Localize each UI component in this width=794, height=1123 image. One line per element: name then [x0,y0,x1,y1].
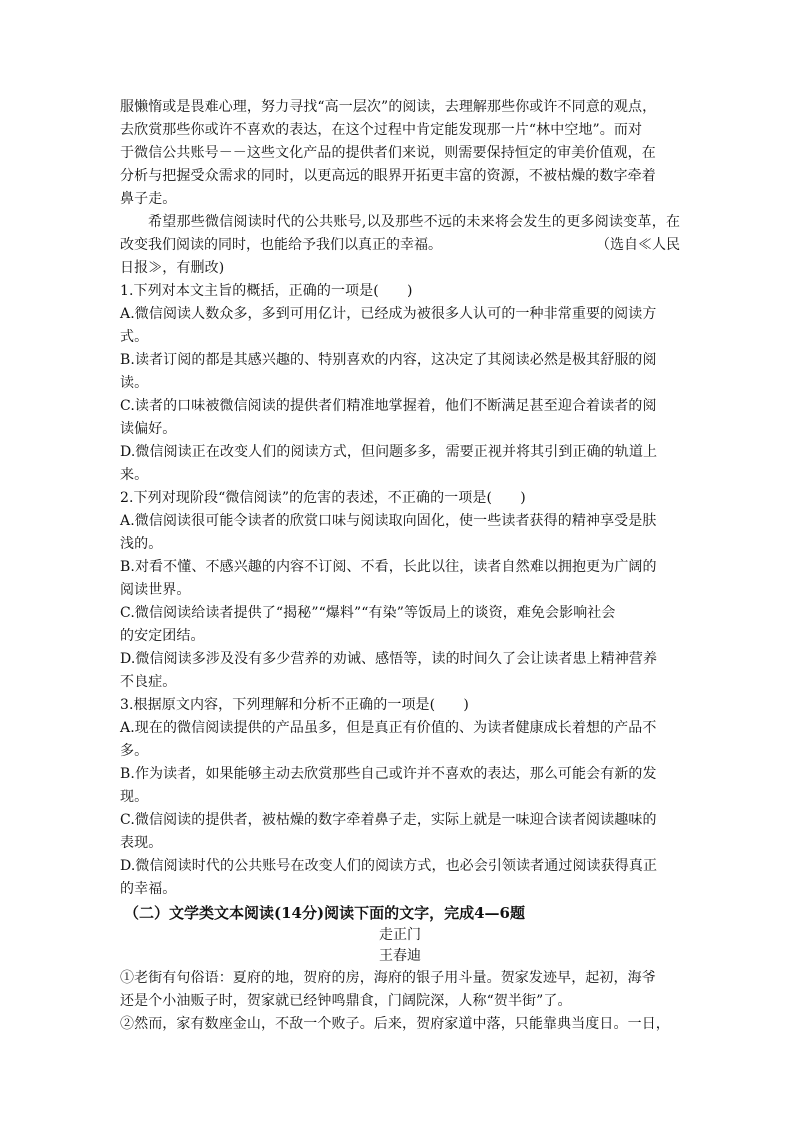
option-line: 多。 [120,743,149,759]
source-note-end: 日报≫，有删改) [120,260,225,276]
passage-line: 分析与把握受众需求的同时，以更高远的眼界开拓更丰富的资源，不被枯燥的数字牵着 [120,168,656,184]
source-note-start: （选自≪人民 [596,237,680,253]
option-line: B.读者订阅的都是其感兴趣的、特别喜欢的内容，这决定了其阅读必然是极其舒服的阅 [120,352,657,368]
answer-option[interactable] [120,763,680,809]
option-line: 来。 [120,467,149,483]
story-line: ①老街有句俗语：夏府的地，贺府的房，海府的银子用斗量。贺家发迹早，起初，海爷 [120,970,656,986]
question-2 [120,487,680,694]
story-paragraph [120,967,680,1013]
option-line: A.现在的微信阅读提供的产品虽多，但是真正有价值的、为读者健康成长着想的产品不 [120,720,657,736]
option-line: 读偏好。 [120,421,177,437]
answer-option[interactable] [120,717,680,763]
question-stem: 2.下列对现阶段“微信阅读”的危害的表述，不正确的一项是( ) [120,490,526,506]
answer-option[interactable] [120,349,680,395]
answer-option[interactable] [120,556,680,602]
answer-option[interactable] [120,303,680,349]
passage-line: 于微信公共账号－－这些文化产品的提供者们来说，则需要保持恒定的审美价值观，在 [120,145,656,161]
option-line: A.微信阅读很可能令读者的欣赏口味与阅读取向固化，使一些读者获得的精神享受是肤 [120,513,657,529]
passage-line: 服懒惰或是畏难心理，努力寻找“高一层次”的阅读，去理解那些你或许不同意的观点， [120,99,657,115]
passage-line: 鼻子走。 [120,191,177,207]
option-line: 读。 [120,375,149,391]
option-line: 不良症。 [120,674,177,690]
option-line: D.微信阅读正在改变人们的阅读方式，但问题多多，需要正视并将其引到正确的轨道上 [120,444,658,460]
section-heading: （二）文学类文本阅读(14分)阅读下面的文字，完成4—6题 [124,904,525,922]
answer-option[interactable] [120,648,680,694]
story-paragraph [120,1013,680,1036]
passage-continuation [120,96,680,211]
option-line: 浅的。 [120,536,163,552]
question-stem: 1.下列对本文主旨的概括，正确的一项是( ) [120,283,413,299]
option-line: 表现。 [120,835,163,851]
hope-paragraph-text: 希望那些微信阅读时代的公共账号,以及那些不远的未来将会发生的更多阅读变革，在改变我们阅读的同时，也能给予我们以真正的幸福。 [120,214,680,253]
option-line: B.作为读者，如果能够主动去欣赏那些自己或许并不喜欢的表达，那么可能会有新的发 [120,766,657,782]
answer-option[interactable] [120,441,680,487]
answer-option[interactable] [120,602,680,648]
document-page [120,96,680,1036]
story-author: 王春迪 [379,948,421,964]
answer-option[interactable] [120,855,680,901]
closing-paragraph [120,211,680,257]
answer-option[interactable] [120,395,680,441]
option-line: D.微信阅读时代的公共账号在改变人们的阅读方式，也必会引领读者通过阅读获得真正 [120,858,658,874]
option-line: 现。 [120,789,149,805]
option-line: 式。 [120,329,149,345]
story-line: ②然而，家有数座金山，不敌一个败子。后来，贺府家道中落，只能靠典当度日。一日， [120,1016,670,1032]
option-line: 的幸福。 [120,881,177,897]
answer-option[interactable] [120,809,680,855]
option-line: C.微信阅读给读者提供了“揭秘”“爆料”“有染”等饭局上的谈资，难免会影响社会 [120,605,616,621]
question-1 [120,280,680,487]
passage-line: 去欣赏那些你或许不喜欢的表达，在这个过程中肯定能发现那一片“林中空地”。而对 [120,122,643,138]
option-line: C.微信阅读的提供者，被枯燥的数字牵着鼻子走，实际上就是一味迎合读者阅读趣味的 [120,812,657,828]
option-line: A.微信阅读人数众多，多到可用亿计，已经成为被很多人认可的一种非常重要的阅读方 [120,306,657,322]
story-line: 还是个小油贩子时，贺家就已经钟鸣鼎食，门阔院深，人称“贺半街”了。 [120,993,572,1009]
story-body [120,967,680,1036]
answer-option[interactable] [120,510,680,556]
question-3 [120,694,680,901]
option-line: D.微信阅读多涉及没有多少营养的劝诫、感悟等，读的时间久了会让读者患上精神营养 [120,651,658,667]
option-line: 的安定团结。 [120,628,205,644]
option-line: C.读者的口味被微信阅读的提供者们精准地掌握着，他们不断满足甚至迎合着读者的阅 [120,398,657,414]
question-list [120,280,680,901]
option-line: B.对看不懂、不感兴趣的内容不订阅、不看，长此以往，读者自然难以拥抱更为广阔的 [120,559,657,575]
option-line: 阅读世界。 [120,582,191,598]
question-stem: 3.根据原文内容，下列理解和分析不正确的一项是( ) [120,697,469,713]
story-title: 走正门 [379,927,421,943]
